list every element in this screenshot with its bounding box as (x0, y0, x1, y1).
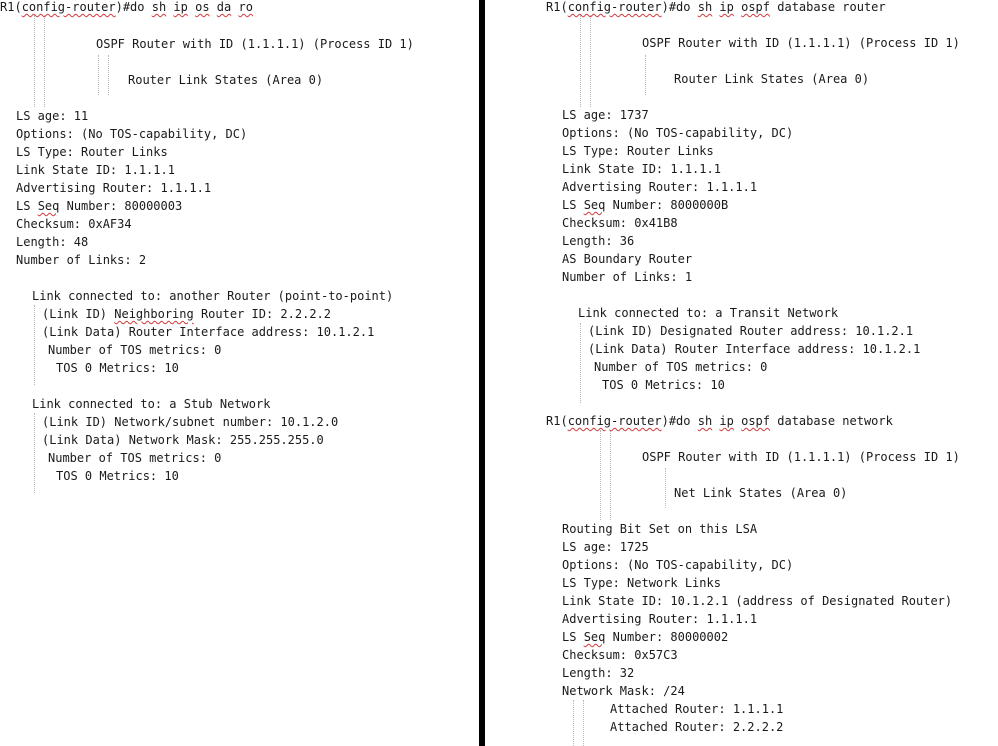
area-header: Router Link States (Area 0) (128, 73, 324, 87)
tos-metrics: TOS 0 Metrics: 10 (56, 361, 179, 375)
as-boundary-router: AS Boundary Router (562, 252, 693, 266)
length: Length: 32 (562, 666, 635, 680)
ls-age: LS age: 1737 (562, 108, 649, 122)
advertising-router: Advertising Router: 1.1.1.1 (16, 181, 212, 195)
advertising-router: Advertising Router: 1.1.1.1 (562, 612, 758, 626)
prompt-prefix: R1( (546, 0, 568, 14)
command-arg: ospf (741, 414, 771, 428)
network-mask: Network Mask: /24 (562, 684, 685, 698)
number-of-links: Number of Links: 2 (16, 253, 147, 267)
seq-pre: LS (562, 630, 584, 644)
command-line (546, 414, 893, 428)
ls-type: LS Type: Router Links (562, 144, 714, 158)
seq-post: Number: 8000000B (605, 198, 729, 212)
seq-word: Seq (583, 630, 606, 644)
command-arg: ip (719, 414, 734, 428)
routing-bit: Routing Bit Set on this LSA (562, 522, 758, 536)
indent-guide (98, 55, 99, 95)
advertising-router: Advertising Router: 1.1.1.1 (562, 180, 758, 194)
router-id-header: OSPF Router with ID (1.1.1.1) (Process ID 1) (96, 37, 414, 51)
command-arg: sh (697, 0, 713, 14)
prompt-prefix: R1( (0, 0, 22, 14)
length: Length: 36 (562, 234, 635, 248)
terminal-pane-right[interactable] (485, 0, 998, 746)
seq-word: Seq (583, 198, 606, 212)
link-data: (Link Data) Router Interface address: 10.1.2.1 (588, 342, 921, 356)
tos-metrics: TOS 0 Metrics: 10 (602, 378, 725, 392)
link-state-id: Link State ID: 10.1.2.1 (address of Designated Router) (562, 594, 953, 608)
ls-seq-number (562, 630, 728, 644)
tos-count: Number of TOS metrics: 0 (48, 451, 222, 465)
command-arg: da (216, 0, 232, 14)
seq-word: Seq (37, 199, 60, 213)
prompt-mode: config-router (21, 0, 116, 14)
command-arg: sh (151, 0, 167, 14)
options: Options: (No TOS-capability, DC) (16, 127, 248, 141)
options: Options: (No TOS-capability, DC) (562, 126, 794, 140)
link-data: (Link Data) Router Interface address: 10.1.2.1 (42, 325, 375, 339)
command-tail: database network (777, 414, 893, 428)
command-arg: sh (697, 414, 713, 428)
prompt-mid: )#do (661, 414, 698, 428)
command-arg: ospf (741, 0, 771, 14)
link-id-word: Neighboring (114, 307, 194, 321)
number-of-links: Number of Links: 1 (562, 270, 693, 284)
indent-guide (34, 413, 35, 493)
command-arg: ip (173, 0, 188, 14)
attached-router: Attached Router: 2.2.2.2 (610, 720, 784, 734)
link-id (42, 307, 331, 321)
indent-guide (600, 430, 601, 520)
prompt-mode: config-router (567, 414, 662, 428)
seq-post: Number: 80000002 (605, 630, 729, 644)
ls-type: LS Type: Network Links (562, 576, 721, 590)
link-connected: Link connected to: another Router (point-to-point) (32, 289, 394, 303)
ls-type: LS Type: Router Links (16, 145, 168, 159)
link-connected: Link connected to: a Stub Network (32, 397, 271, 411)
indent-guide (590, 15, 591, 107)
tos-count: Number of TOS metrics: 0 (48, 343, 222, 357)
link-state-id: Link State ID: 1.1.1.1 (562, 162, 721, 176)
router-id-header: OSPF Router with ID (1.1.1.1) (Process ID 1) (642, 36, 960, 50)
ls-age: LS age: 1725 (562, 540, 649, 554)
command-line (0, 0, 253, 14)
command-arg: ip (719, 0, 734, 14)
indent-guide (108, 55, 109, 95)
checksum: Checksum: 0x41B8 (562, 216, 678, 230)
tos-count: Number of TOS metrics: 0 (594, 360, 768, 374)
indent-guide (610, 430, 611, 520)
area-header: Net Link States (Area 0) (674, 486, 848, 500)
seq-post: Number: 80000003 (59, 199, 183, 213)
prompt-mode: config-router (567, 0, 662, 14)
command-tail: database router (777, 0, 886, 14)
indent-guide (580, 15, 581, 107)
link-id-pre: (Link ID) (42, 307, 115, 321)
link-id-post: Router ID: 2.2.2.2 (193, 307, 332, 321)
indent-guide (583, 700, 584, 746)
link-id: (Link ID) Designated Router address: 10.1.2.1 (588, 324, 914, 338)
area-header: Router Link States (Area 0) (674, 72, 870, 86)
indent-guide (580, 323, 581, 403)
prompt-prefix: R1( (546, 414, 568, 428)
command-arg: ro (238, 0, 253, 14)
attached-router: Attached Router: 1.1.1.1 (610, 702, 784, 716)
link-id: (Link ID) Network/subnet number: 10.1.2.0 (42, 415, 339, 429)
link-data: (Link Data) Network Mask: 255.255.255.0 (42, 433, 324, 447)
link-connected: Link connected to: a Transit Network (578, 306, 839, 320)
indent-guide (573, 700, 574, 746)
indent-guide (665, 468, 666, 508)
ls-seq-number (16, 199, 182, 213)
checksum: Checksum: 0xAF34 (16, 217, 132, 231)
length: Length: 48 (16, 235, 89, 249)
indent-guide (34, 305, 35, 385)
indent-guide (34, 15, 35, 107)
terminal-pane-left[interactable] (0, 0, 480, 746)
prompt-mid: )#do (115, 0, 152, 14)
seq-pre: LS (562, 198, 584, 212)
router-id-header: OSPF Router with ID (1.1.1.1) (Process ID 1) (642, 450, 960, 464)
command-line (546, 0, 886, 14)
link-state-id: Link State ID: 1.1.1.1 (16, 163, 175, 177)
checksum: Checksum: 0x57C3 (562, 648, 678, 662)
ls-seq-number (562, 198, 728, 212)
tos-metrics: TOS 0 Metrics: 10 (56, 469, 179, 483)
command-arg: os (195, 0, 210, 14)
indent-guide (44, 15, 45, 107)
indent-guide (645, 55, 646, 95)
options: Options: (No TOS-capability, DC) (562, 558, 794, 572)
seq-pre: LS (16, 199, 38, 213)
ls-age: LS age: 11 (16, 109, 89, 123)
prompt-mid: )#do (661, 0, 698, 14)
